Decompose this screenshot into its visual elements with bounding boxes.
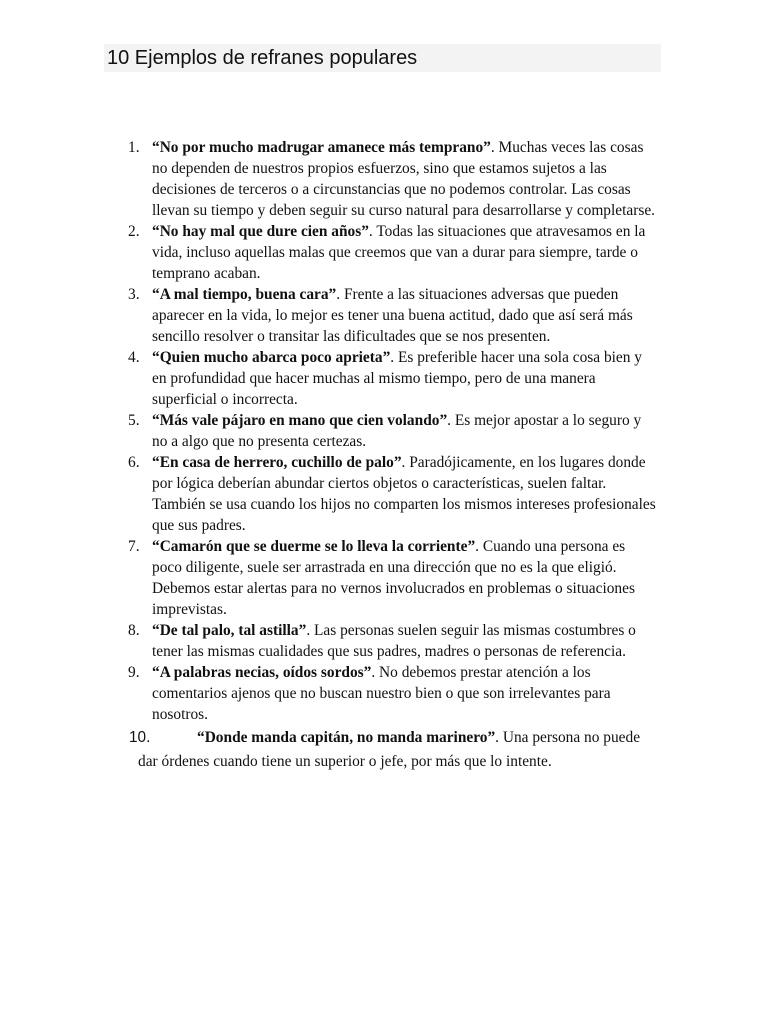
proverb-item-9 — [0, 662, 657, 725]
proverb-quote: “A mal tiempo, buena cara” — [152, 286, 337, 303]
proverb-quote: “En casa de herrero, cuchillo de palo” — [152, 454, 402, 471]
proverb-explanation: . Muchas veces las cosas no dependen de nuestros propios esfuerzos, sino que estamos sujetos a las decisiones de terceros o a circunstancias que no podemos controlar. Las cosas llevan su tiempo y deben seguir su curso natural para desarrollarse y completarse. — [152, 139, 656, 219]
proverb-text — [138, 726, 657, 774]
proverb-quote: “No por mucho madrugar amanece más temprano” — [152, 139, 491, 156]
title-bar — [104, 44, 661, 72]
proverb-number: 5. — [128, 412, 140, 429]
proverb-explanation: . Una persona no puede dar órdenes cuando tiene un superior o jefe, por más que lo intente. — [138, 729, 641, 770]
proverb-number: 8. — [128, 622, 140, 639]
proverb-item-3 — [0, 284, 657, 347]
proverb-item-4 — [0, 347, 657, 410]
proverb-item-5 — [0, 410, 657, 452]
proverb-quote: “Donde manda capitán, no manda marinero” — [197, 729, 496, 746]
proverb-item-6 — [0, 452, 657, 536]
proverb-explanation: . Frente a las situaciones adversas que pueden aparecer en la vida, lo mejor es tener una buena actitud, dado que así será más sencillo resolver o transitar las dificultades que se nos presenten. — [152, 286, 633, 345]
proverb-quote: “Quien mucho abarca poco aprieta” — [152, 349, 391, 366]
proverb-explanation: . Es preferible hacer una sola cosa bien y en profundidad que hacer muchas al mismo tiempo, pero de una manera superficial o incorrecta. — [152, 349, 642, 408]
proverb-number: 3. — [128, 286, 140, 303]
proverb-item-7 — [0, 536, 657, 620]
proverb-explanation: . Es mejor apostar a lo seguro y no a algo que no presenta certezas. — [152, 412, 642, 450]
page-title: 10 Ejemplos de refranes populares — [107, 47, 418, 69]
proverb-explanation: . Paradójicamente, en los lugares donde por lógica deberían abundar ciertos objetos o características, suelen faltar. También se usa cuando los hijos no comparten los mismos intereses profesionales que sus padres. — [152, 454, 656, 534]
proverb-quote: “De tal palo, tal astilla” — [152, 622, 307, 639]
proverb-explanation: . Todas las situaciones que atravesamos en la vida, incluso aquellas malas que creemos que van a durar para siempre, tarde o temprano acaban. — [152, 223, 646, 282]
proverb-list — [0, 137, 768, 774]
proverb-quote: “A palabras necias, oídos sordos” — [152, 664, 372, 681]
proverb-item-10 — [0, 726, 657, 774]
proverb-number: 10. — [129, 729, 151, 746]
proverb-quote: “No hay mal que dure cien años” — [152, 223, 369, 240]
proverb-number: 9. — [128, 664, 140, 681]
proverb-number: 4. — [128, 349, 140, 366]
proverb-quote: “Camarón que se duerme se lo lleva la corriente” — [152, 538, 476, 555]
proverb-explanation: . Las personas suelen seguir las mismas costumbres o tener las mismas cualidades que sus padres, madres o personas de referencia. — [152, 622, 636, 660]
proverb-item-2 — [0, 221, 657, 284]
proverb-number: 1. — [128, 139, 140, 156]
proverb-quote: “Más vale pájaro en mano que cien volando” — [152, 412, 448, 429]
proverb-number: 7. — [128, 538, 140, 555]
proverb-explanation: . No debemos prestar atención a los comentarios ajenos que no buscan nuestro bien o que son irrelevantes para nosotros. — [152, 664, 611, 723]
proverb-item-8 — [0, 620, 657, 662]
proverb-number: 6. — [128, 454, 140, 471]
proverb-number: 2. — [128, 223, 140, 240]
proverb-explanation: . Cuando una persona es poco diligente, suele ser arrastrada en una dirección que no es la que eligió. Debemos estar alertas para no vernos involucrados en problemas o situaciones imprevistas. — [152, 538, 635, 618]
proverb-item-1 — [0, 137, 657, 221]
